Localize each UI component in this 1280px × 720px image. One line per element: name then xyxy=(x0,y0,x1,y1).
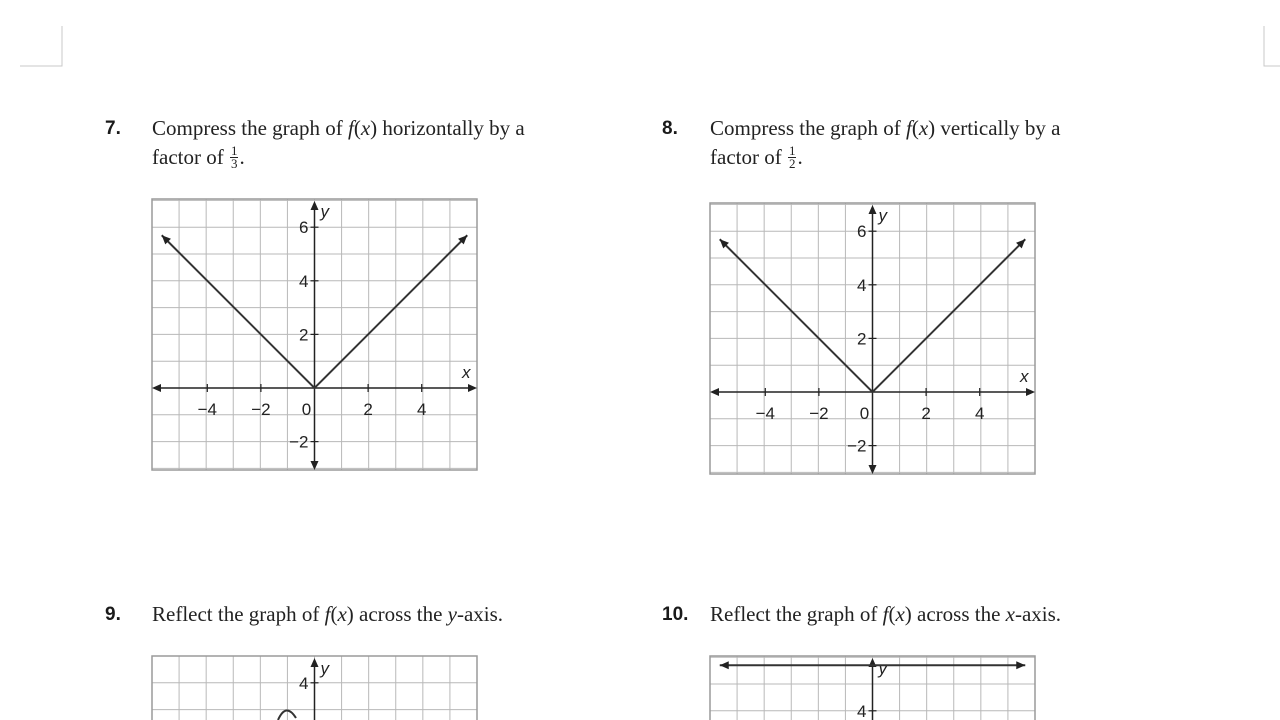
y-tick-label: 4 xyxy=(857,701,867,720)
y-tick-label: −2 xyxy=(289,432,309,452)
statement-text: -axis. xyxy=(456,602,504,626)
x-tick-label: −2 xyxy=(809,404,829,423)
function-name: f xyxy=(905,116,912,140)
y-tick-label: 4 xyxy=(857,275,867,295)
x-tick-label: −2 xyxy=(251,400,271,419)
statement-text: factor of xyxy=(152,145,229,169)
y-tick-label: 6 xyxy=(857,222,867,242)
problem-statement xyxy=(710,114,1061,143)
y-axis-arrow xyxy=(311,201,319,210)
graph-problem-10 xyxy=(710,656,1035,720)
y-tick-label: 2 xyxy=(857,329,867,349)
y-tick-label: 2 xyxy=(299,325,309,345)
function-name: f xyxy=(882,602,889,626)
statement-text: Compress the graph of xyxy=(710,116,906,140)
statement-text: ) horizontally by a xyxy=(370,116,525,140)
statement-text: ) across the xyxy=(904,602,1006,626)
y-axis-label: y xyxy=(320,659,329,678)
y-axis-label: y xyxy=(878,206,887,225)
statement-text: ( xyxy=(911,116,919,140)
y-axis-arrow xyxy=(311,658,319,667)
statement-text: Compress the graph of xyxy=(152,116,348,140)
graph-problem-9 xyxy=(152,656,477,720)
x-axis-arrow xyxy=(1026,388,1035,396)
variable: x xyxy=(360,116,371,140)
fraction-numerator: 1 xyxy=(788,142,796,158)
x-tick-label: −4 xyxy=(755,404,775,423)
x-tick-label: 2 xyxy=(921,404,931,423)
page-corner-mark-left xyxy=(20,26,64,68)
x-tick-label: 4 xyxy=(974,404,985,423)
problem-statement xyxy=(152,600,503,629)
x-axis-arrow xyxy=(468,384,477,392)
x-axis-label: x xyxy=(1020,367,1029,386)
x-tick-label: −4 xyxy=(197,400,217,419)
x-tick-label: 0 xyxy=(301,400,312,419)
problem-statement xyxy=(710,600,1061,629)
x-axis-arrow xyxy=(152,384,161,392)
graph-end-arrow xyxy=(720,661,729,669)
problem-statement-line2 xyxy=(152,143,245,172)
statement-text: . xyxy=(239,145,245,169)
statement-text: ) across the xyxy=(346,602,448,626)
x-axis-arrow xyxy=(710,388,719,396)
problem-number: 9. xyxy=(105,604,121,625)
fraction xyxy=(230,142,239,171)
statement-text: factor of xyxy=(710,145,787,169)
y-axis-arrow xyxy=(869,205,877,214)
fraction-denominator: 3 xyxy=(230,155,238,171)
x-tick-label: 0 xyxy=(859,404,870,423)
y-axis-label: y xyxy=(320,202,329,221)
y-tick-label: 4 xyxy=(299,271,309,291)
statement-text: ( xyxy=(353,116,361,140)
page-corner-mark-right xyxy=(1262,26,1280,68)
variable: x xyxy=(1005,602,1015,626)
graph-problem-8 xyxy=(710,203,1035,474)
problem-number: 8. xyxy=(662,118,678,139)
variable: x xyxy=(918,116,929,140)
fraction-denominator: 2 xyxy=(788,155,796,171)
x-tick-label: 4 xyxy=(416,400,427,419)
y-tick-label: 6 xyxy=(299,218,309,238)
problem-number: 7. xyxy=(105,118,121,139)
fraction-numerator: 1 xyxy=(230,142,238,158)
x-axis-label: x xyxy=(462,363,471,382)
variable: x xyxy=(337,602,347,626)
statement-text: ( xyxy=(330,602,338,626)
statement-text: Reflect the graph of xyxy=(710,602,883,626)
fraction xyxy=(788,142,797,171)
y-tick-label: −2 xyxy=(847,436,867,456)
statement-text: -axis. xyxy=(1014,602,1062,626)
x-tick-label: 2 xyxy=(363,400,373,419)
problem-statement-line2 xyxy=(710,143,803,172)
problem-statement xyxy=(152,114,525,143)
graph-end-arrow xyxy=(1016,661,1025,669)
graph-problem-7 xyxy=(152,199,477,470)
problem-number: 10. xyxy=(662,604,689,625)
function-name: f xyxy=(347,116,354,140)
variable: y xyxy=(447,602,457,626)
statement-text: Reflect the graph of xyxy=(152,602,325,626)
statement-text: . xyxy=(797,145,803,169)
y-tick-label: 4 xyxy=(299,673,309,693)
statement-text: ( xyxy=(888,602,896,626)
y-axis-label: y xyxy=(878,659,887,678)
variable: x xyxy=(895,602,905,626)
statement-text: ) vertically by a xyxy=(928,116,1061,140)
function-name: f xyxy=(324,602,331,626)
